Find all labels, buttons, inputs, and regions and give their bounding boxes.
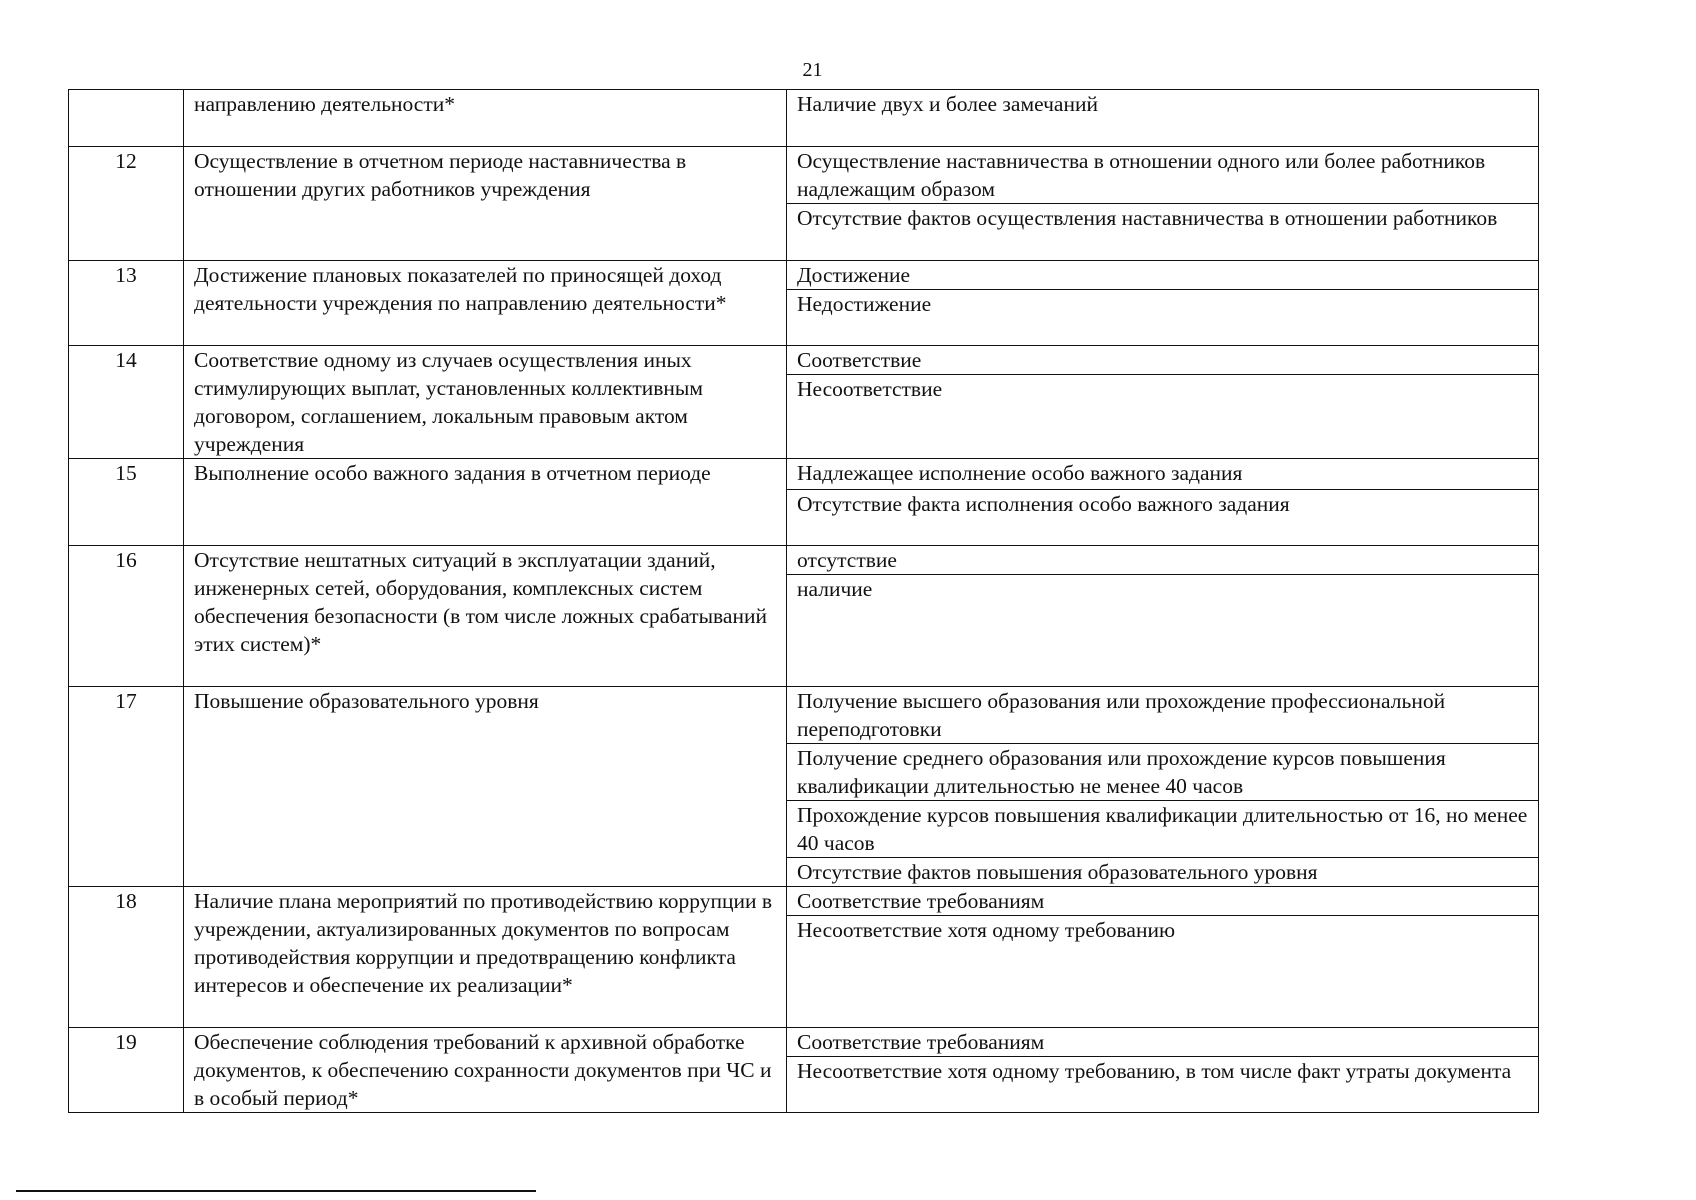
criterion-cell: Осуществление в отчетном периоде наставничества в отношении других работников учреждения <box>184 147 787 261</box>
evaluation-cell: Отсутствие фактов осуществления наставничества в отношении работников <box>787 204 1539 261</box>
criteria-table <box>68 89 1539 1113</box>
table-row <box>69 887 1539 916</box>
page-number: 21 <box>802 59 823 81</box>
criterion-cell: Обеспечение соблюдения требований к архивной обработке документов, к обеспечению сохранности документов при ЧС и в особый период* <box>184 1028 787 1113</box>
evaluation-cell: Получение среднего образования или прохождение курсов повышения квалификации длительностью не менее 40 часов <box>787 744 1539 801</box>
criteria-table-body <box>69 90 1539 1113</box>
table-row <box>69 459 1539 490</box>
row-number: 17 <box>69 687 184 887</box>
evaluation-cell: Отсутствие факта исполнения особо важного задания <box>787 490 1539 546</box>
table-row <box>69 90 1539 147</box>
evaluation-cell: Несоответствие хотя одному требованию <box>787 916 1539 1028</box>
evaluation-cell: наличие <box>787 575 1539 687</box>
criterion-cell: Соответствие одному из случаев осуществления иных стимулирующих выплат, установленных коллективным договором, соглашением, локальным правовым актом учреждения <box>184 346 787 459</box>
evaluation-cell: Достижение <box>787 261 1539 290</box>
criterion-cell: Выполнение особо важного задания в отчетном периоде <box>184 459 787 546</box>
evaluation-cell: Недостижение <box>787 290 1539 346</box>
evaluation-cell: Соответствие требованиям <box>787 1028 1539 1057</box>
table-row <box>69 346 1539 375</box>
evaluation-cell: Надлежащее исполнение особо важного задания <box>787 459 1539 490</box>
evaluation-cell: Отсутствие фактов повышения образовательного уровня <box>787 858 1539 887</box>
evaluation-cell: Получение высшего образования или прохождение профессиональной переподготовки <box>787 687 1539 744</box>
criterion-cell: Наличие плана мероприятий по противодействию коррупции в учреждении, актуализированных документов по вопросам противодействия коррупции и предотвращению конфликта интересов и обеспечение их реализации* <box>184 887 787 1028</box>
row-number: 14 <box>69 346 184 459</box>
evaluation-cell: Соответствие требованиям <box>787 887 1539 916</box>
row-number: 18 <box>69 887 184 1028</box>
table-row <box>69 546 1539 575</box>
criterion-cell: Достижение плановых показателей по приносящей доход деятельности учреждения по направлению деятельности* <box>184 261 787 346</box>
row-number: 15 <box>69 459 184 546</box>
evaluation-cell: Несоответствие хотя одному требованию, в том числе факт утраты документа <box>787 1057 1539 1113</box>
criterion-cell: направлению деятельности* <box>184 90 787 147</box>
evaluation-cell: Несоответствие <box>787 375 1539 459</box>
table-row <box>69 1028 1539 1057</box>
row-number: 13 <box>69 261 184 346</box>
criterion-cell: Повышение образовательного уровня <box>184 687 787 887</box>
evaluation-cell: Соответствие <box>787 346 1539 375</box>
table-row <box>69 147 1539 204</box>
evaluation-cell: отсутствие <box>787 546 1539 575</box>
footnote-separator <box>16 1190 536 1192</box>
row-number: 16 <box>69 546 184 687</box>
evaluation-cell: Наличие двух и более замечаний <box>787 90 1539 147</box>
row-number: 19 <box>69 1028 184 1113</box>
evaluation-cell: Прохождение курсов повышения квалификации длительностью от 16, но менее 40 часов <box>787 801 1539 858</box>
row-number: 12 <box>69 147 184 261</box>
row-number <box>69 90 184 147</box>
criterion-cell: Отсутствие нештатных ситуаций в эксплуатации зданий, инженерных сетей, оборудования, комплексных систем обеспечения безопасности (в том числе ложных срабатываний этих систем)* <box>184 546 787 687</box>
table-row <box>69 261 1539 290</box>
evaluation-cell: Осуществление наставничества в отношении одного или более работников надлежащим образом <box>787 147 1539 204</box>
table-row <box>69 687 1539 744</box>
